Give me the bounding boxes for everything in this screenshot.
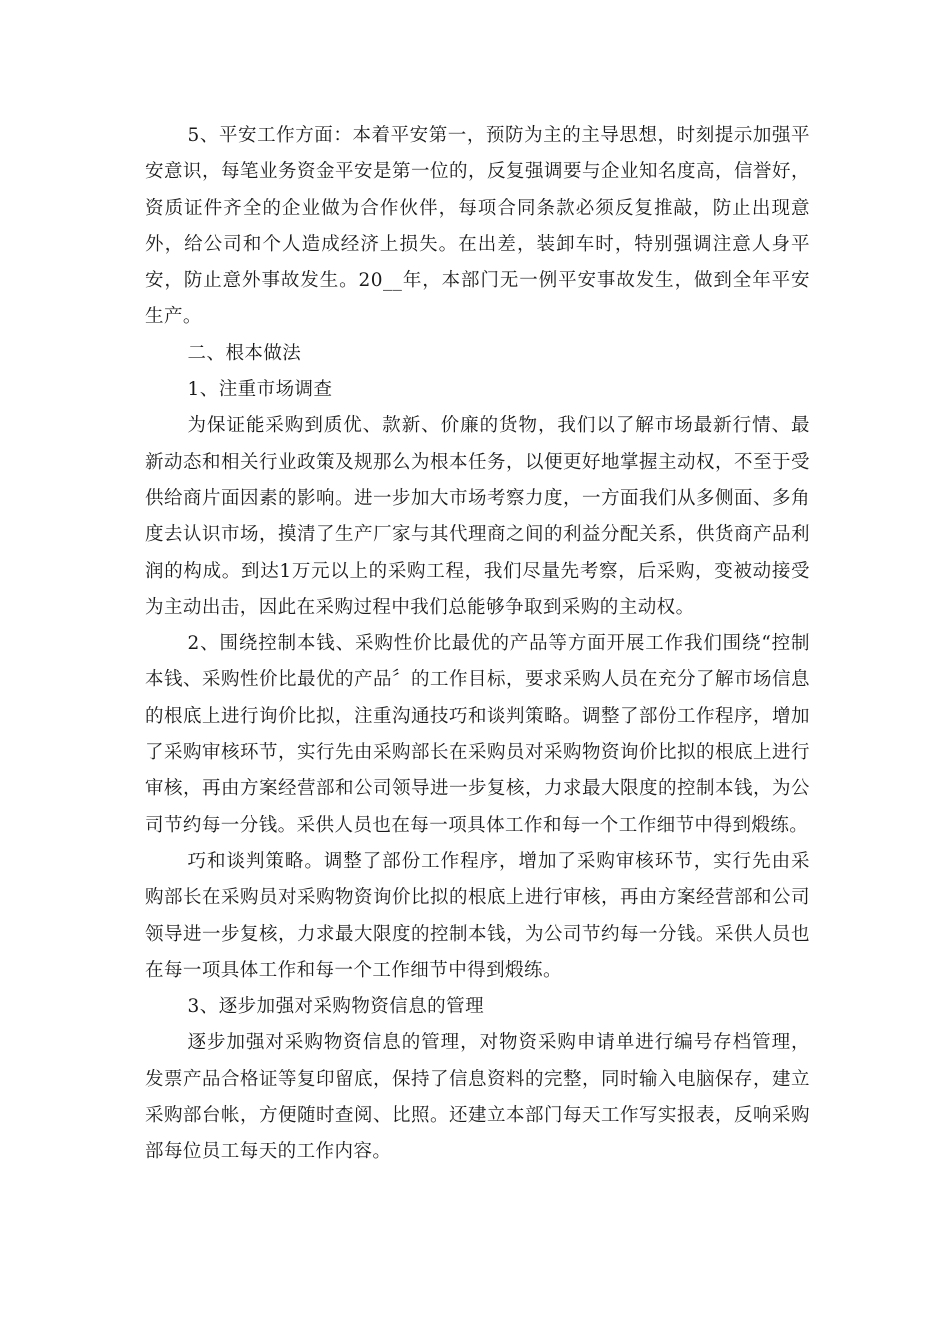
document-body <box>145 118 810 1171</box>
paragraph-market-research: 为保证能采购到质优、款新、价廉的货物，我们以了解市场最新行情、最新动态和相关行业政策及规那么为根本任务，以便更好地掌握主动权，不至于受供给商片面因素的影响。进一步加大市场考察力度，一方面我们从多侧面、多角度去认识市场，摸清了生产厂家与其代理商之间的利益分配关系，供货商产品利润的构成。到达1万元以上的采购工程，我们尽量先考察，后采购，变被动接受为主动出击，因此在采购过程中我们总能够争取到采购的主动权。 <box>145 415 810 618</box>
subheading-market-research: 1、注重市场调查 <box>187 379 333 401</box>
paragraph-cost-control: 2、围绕控制本钱、采购性价比最优的产品等方面开展工作我们围绕“控制本钱、采购性价比最优的产品〞的工作目标，要求采购人员在充分了解市场信息的根底上进行询价比拟，注重沟通技巧和谈判策略。调整了部份工作程序，增加了采购审核环节，实行先由采购部长在采购员对采购物资询价比拟的根底上进行审核，再由方案经营部和公司领导进一步复核，力求最大限度的控制本钱，为公司节约每一分钱。采供人员也在每一项具体工作和每一个工作细节中得到煅练。 <box>145 633 810 836</box>
subheading-information-management: 3、逐步加强对采购物资信息的管理 <box>187 996 485 1018</box>
paragraph-safety-work: 5、平安工作方面：本着平安第一，预防为主的主导思想，时刻提示加强平安意识，每笔业务资金平安是第一位的，反复强调要与企业知名度高，信誉好，资质证件齐全的企业做为合作伙伴，每项合同条款必须反复推敲，防止出现意外，给公司和个人造成经济上损失。在出差，装卸车时，特别强调注意人身平安，防止意外事故发生。20__年，本部门无一例平安事故发生，做到全年平安生产。 <box>145 125 810 328</box>
section-heading-basic-methods: 二、根本做法 <box>187 342 302 364</box>
paragraph-negotiation-skills: 巧和谈判策略。调整了部份工作程序，增加了采购审核环节，实行先由采购部长在采购员对采购物资询价比拟的根底上进行审核，再由方案经营部和公司领导进一步复核，力求最大限度的控制本钱，为公司节约每一分钱。采供人员也在每一项具体工作和每一个工作细节中得到煅练。 <box>145 850 810 981</box>
paragraph-information-management: 逐步加强对采购物资信息的管理，对物资采购申请单进行编号存档管理，发票产品合格证等复印留底，保持了信息资料的完整，同时输入电脑保存，建立采购部台帐，方便随时查阅、比照。还建立本部门每天工作写实报表，反响采购部每位员工每天的工作内容。 <box>145 1032 810 1163</box>
